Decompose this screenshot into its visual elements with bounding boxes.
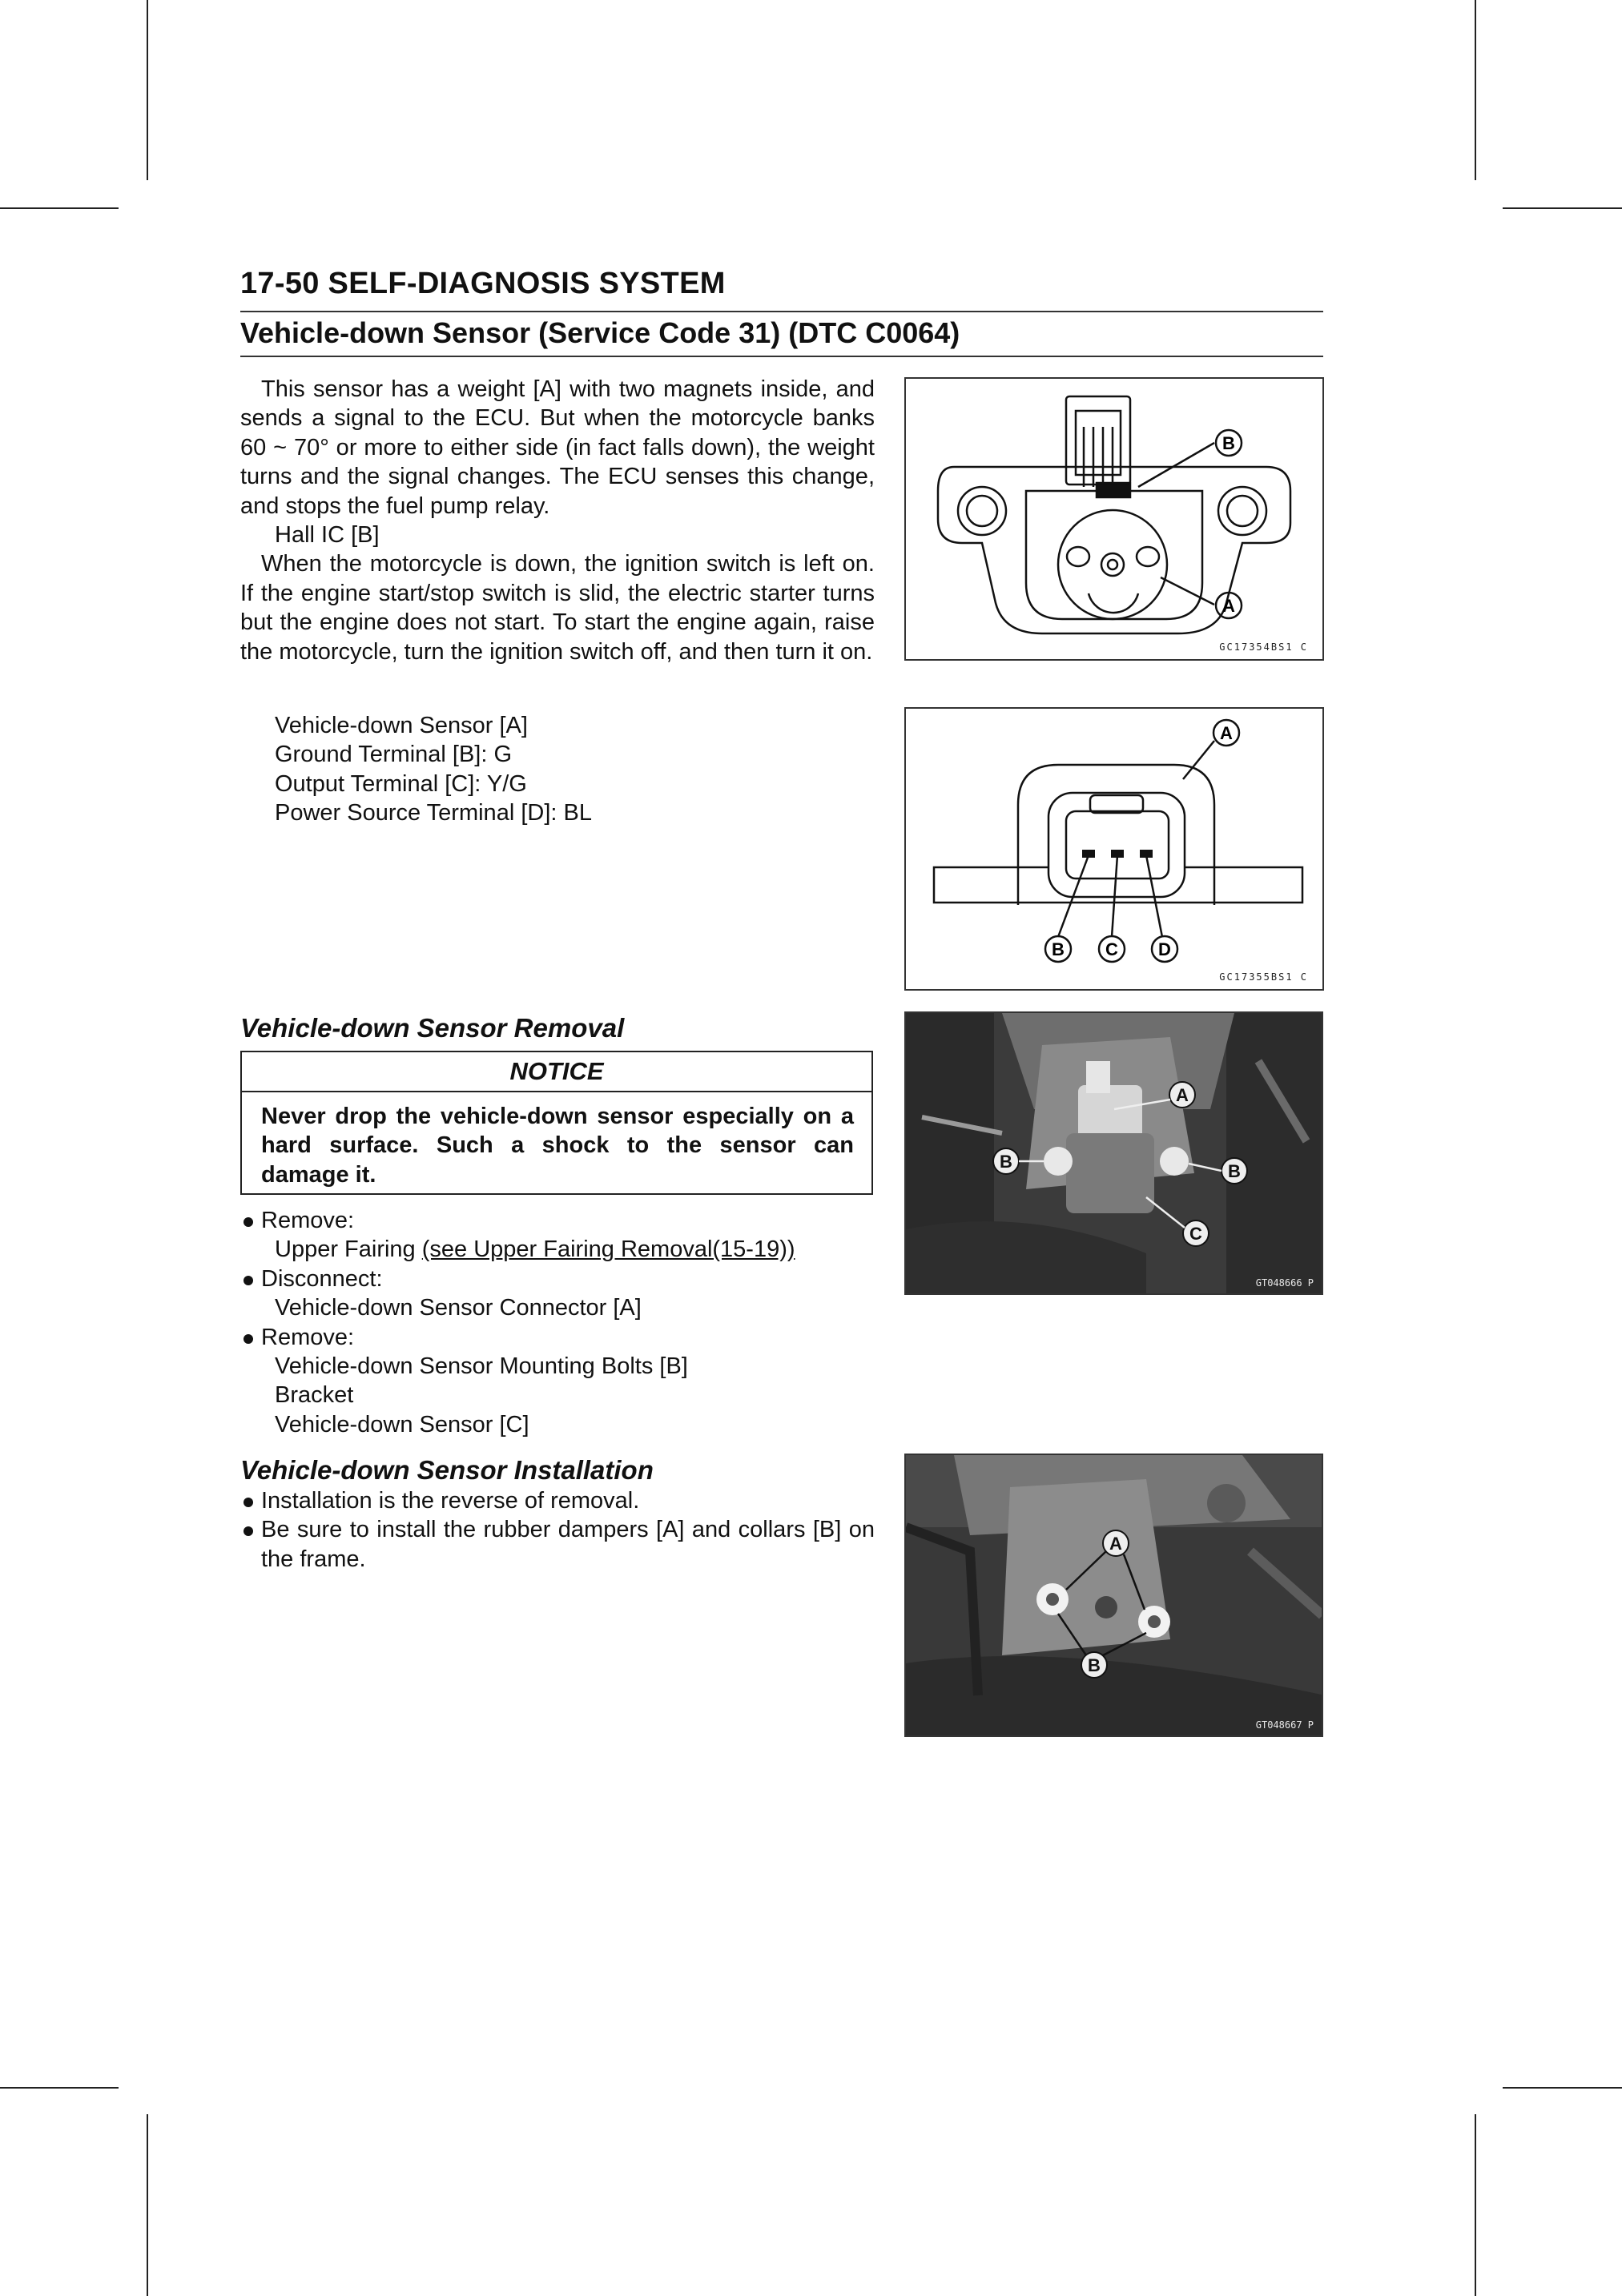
hall-ic-label: Hall IC [B] — [275, 522, 380, 549]
step-remove-item: Bracket — [275, 1382, 354, 1409]
crop-mark-bottom-right-horizontal — [1503, 2087, 1622, 2089]
callout-label: A — [1176, 1085, 1189, 1105]
terminal-item: Output Terminal [C]: Y/G — [275, 770, 527, 797]
figure-code: GC17354BS1 C — [1219, 641, 1308, 653]
removal-photo-illustration — [906, 1013, 1323, 1295]
installation-photo-illustration — [906, 1455, 1323, 1737]
intro-text-block — [240, 375, 875, 666]
figure-connector-terminals — [904, 707, 1324, 991]
step-remove-label: Remove: — [240, 1206, 875, 1235]
step-disconnect-item: Vehicle-down Sensor Connector [A] — [275, 1295, 642, 1321]
notice-title: NOTICE — [242, 1052, 871, 1092]
callout-label: A — [1109, 1534, 1122, 1554]
step-remove-item: Vehicle-down Sensor Mounting Bolts [B] — [275, 1353, 688, 1380]
crop-mark-top-right-horizontal — [1503, 207, 1622, 209]
section-title: Vehicle-down Sensor (Service Code 31) (DTC C0064) — [240, 316, 960, 349]
step-remove-label-2: Remove: — [240, 1323, 875, 1352]
crop-mark-top-left-vertical — [147, 0, 148, 180]
terminal-item: Ground Terminal [B]: G — [275, 742, 513, 768]
intro-paragraph: This sensor has a weight [A] with two magnets inside, and sends a signal to the ECU. But when the motorcycle banks 60 ~ 70° or more to either side (in fact falls down), the weight turns and the signal changes. The ECU senses this change, and stops the fuel pump relay. — [240, 376, 875, 519]
header-rule — [240, 311, 1323, 312]
section-rule — [240, 356, 1323, 357]
installation-bullet: Be sure to install the rubber dampers [A] and collars [B] on the frame. — [240, 1515, 875, 1574]
crop-mark-top-right-vertical — [1475, 0, 1476, 180]
sensor-internal-drawing — [906, 379, 1324, 661]
photo-code: GT048666 P — [1255, 1277, 1314, 1289]
callout-label: B — [1222, 433, 1235, 453]
callout-label: A — [1222, 596, 1235, 616]
terminal-list — [240, 711, 875, 828]
notice-body: Never drop the vehicle-down sensor especially on a hard surface. Such a shock to the sensor can damage it. — [261, 1104, 854, 1188]
callout-label: D — [1158, 939, 1171, 959]
figure-code: GC17355BS1 C — [1219, 971, 1308, 983]
step-remove-item — [240, 1235, 875, 1264]
terminal-item: Vehicle-down Sensor [A] — [275, 713, 528, 738]
callout-label: C — [1189, 1224, 1202, 1244]
notice-box — [240, 1051, 873, 1195]
step-disconnect-label: Disconnect: — [240, 1265, 875, 1293]
crop-mark-bottom-left-horizontal — [0, 2087, 119, 2089]
removal-heading: Vehicle-down Sensor Removal — [240, 1013, 625, 1043]
removal-steps — [240, 1206, 875, 1439]
upper-fairing-text: Upper Fairing — [275, 1236, 422, 1263]
photo-sensor-installation — [904, 1454, 1323, 1737]
callout-label: B — [1088, 1655, 1101, 1675]
installation-bullet: Installation is the reverse of removal. — [240, 1486, 875, 1515]
crop-mark-top-left-horizontal — [0, 207, 119, 209]
step-remove-item: Vehicle-down Sensor [C] — [275, 1411, 529, 1438]
installation-steps — [240, 1486, 875, 1574]
crop-mark-bottom-right-vertical — [1475, 2114, 1476, 2296]
installation-heading: Vehicle-down Sensor Installation — [240, 1455, 654, 1485]
callout-label: C — [1105, 939, 1118, 959]
photo-code: GT048667 P — [1255, 1719, 1314, 1731]
connector-drawing — [906, 709, 1324, 991]
ignition-paragraph: When the motorcycle is down, the ignition switch is left on. If the engine start/stop switch is slid, the electric starter turns but the engine does not start. To start the engine again, raise the motorcycle, turn the ignition switch off, and then turn it on. — [240, 551, 875, 665]
callout-label: A — [1220, 723, 1233, 743]
callout-label: B — [1052, 939, 1065, 959]
upper-fairing-removal-link[interactable]: (see Upper Fairing Removal(15-19)) — [421, 1236, 795, 1263]
terminal-item: Power Source Terminal [D]: BL — [275, 800, 592, 826]
page-title: 17-50 SELF-DIAGNOSIS SYSTEM — [240, 267, 726, 300]
figure-sensor-internal — [904, 377, 1324, 661]
callout-label: B — [1000, 1152, 1012, 1172]
callout-label: B — [1228, 1161, 1241, 1181]
crop-mark-bottom-left-vertical — [147, 2114, 148, 2296]
photo-sensor-removal — [904, 1011, 1323, 1295]
